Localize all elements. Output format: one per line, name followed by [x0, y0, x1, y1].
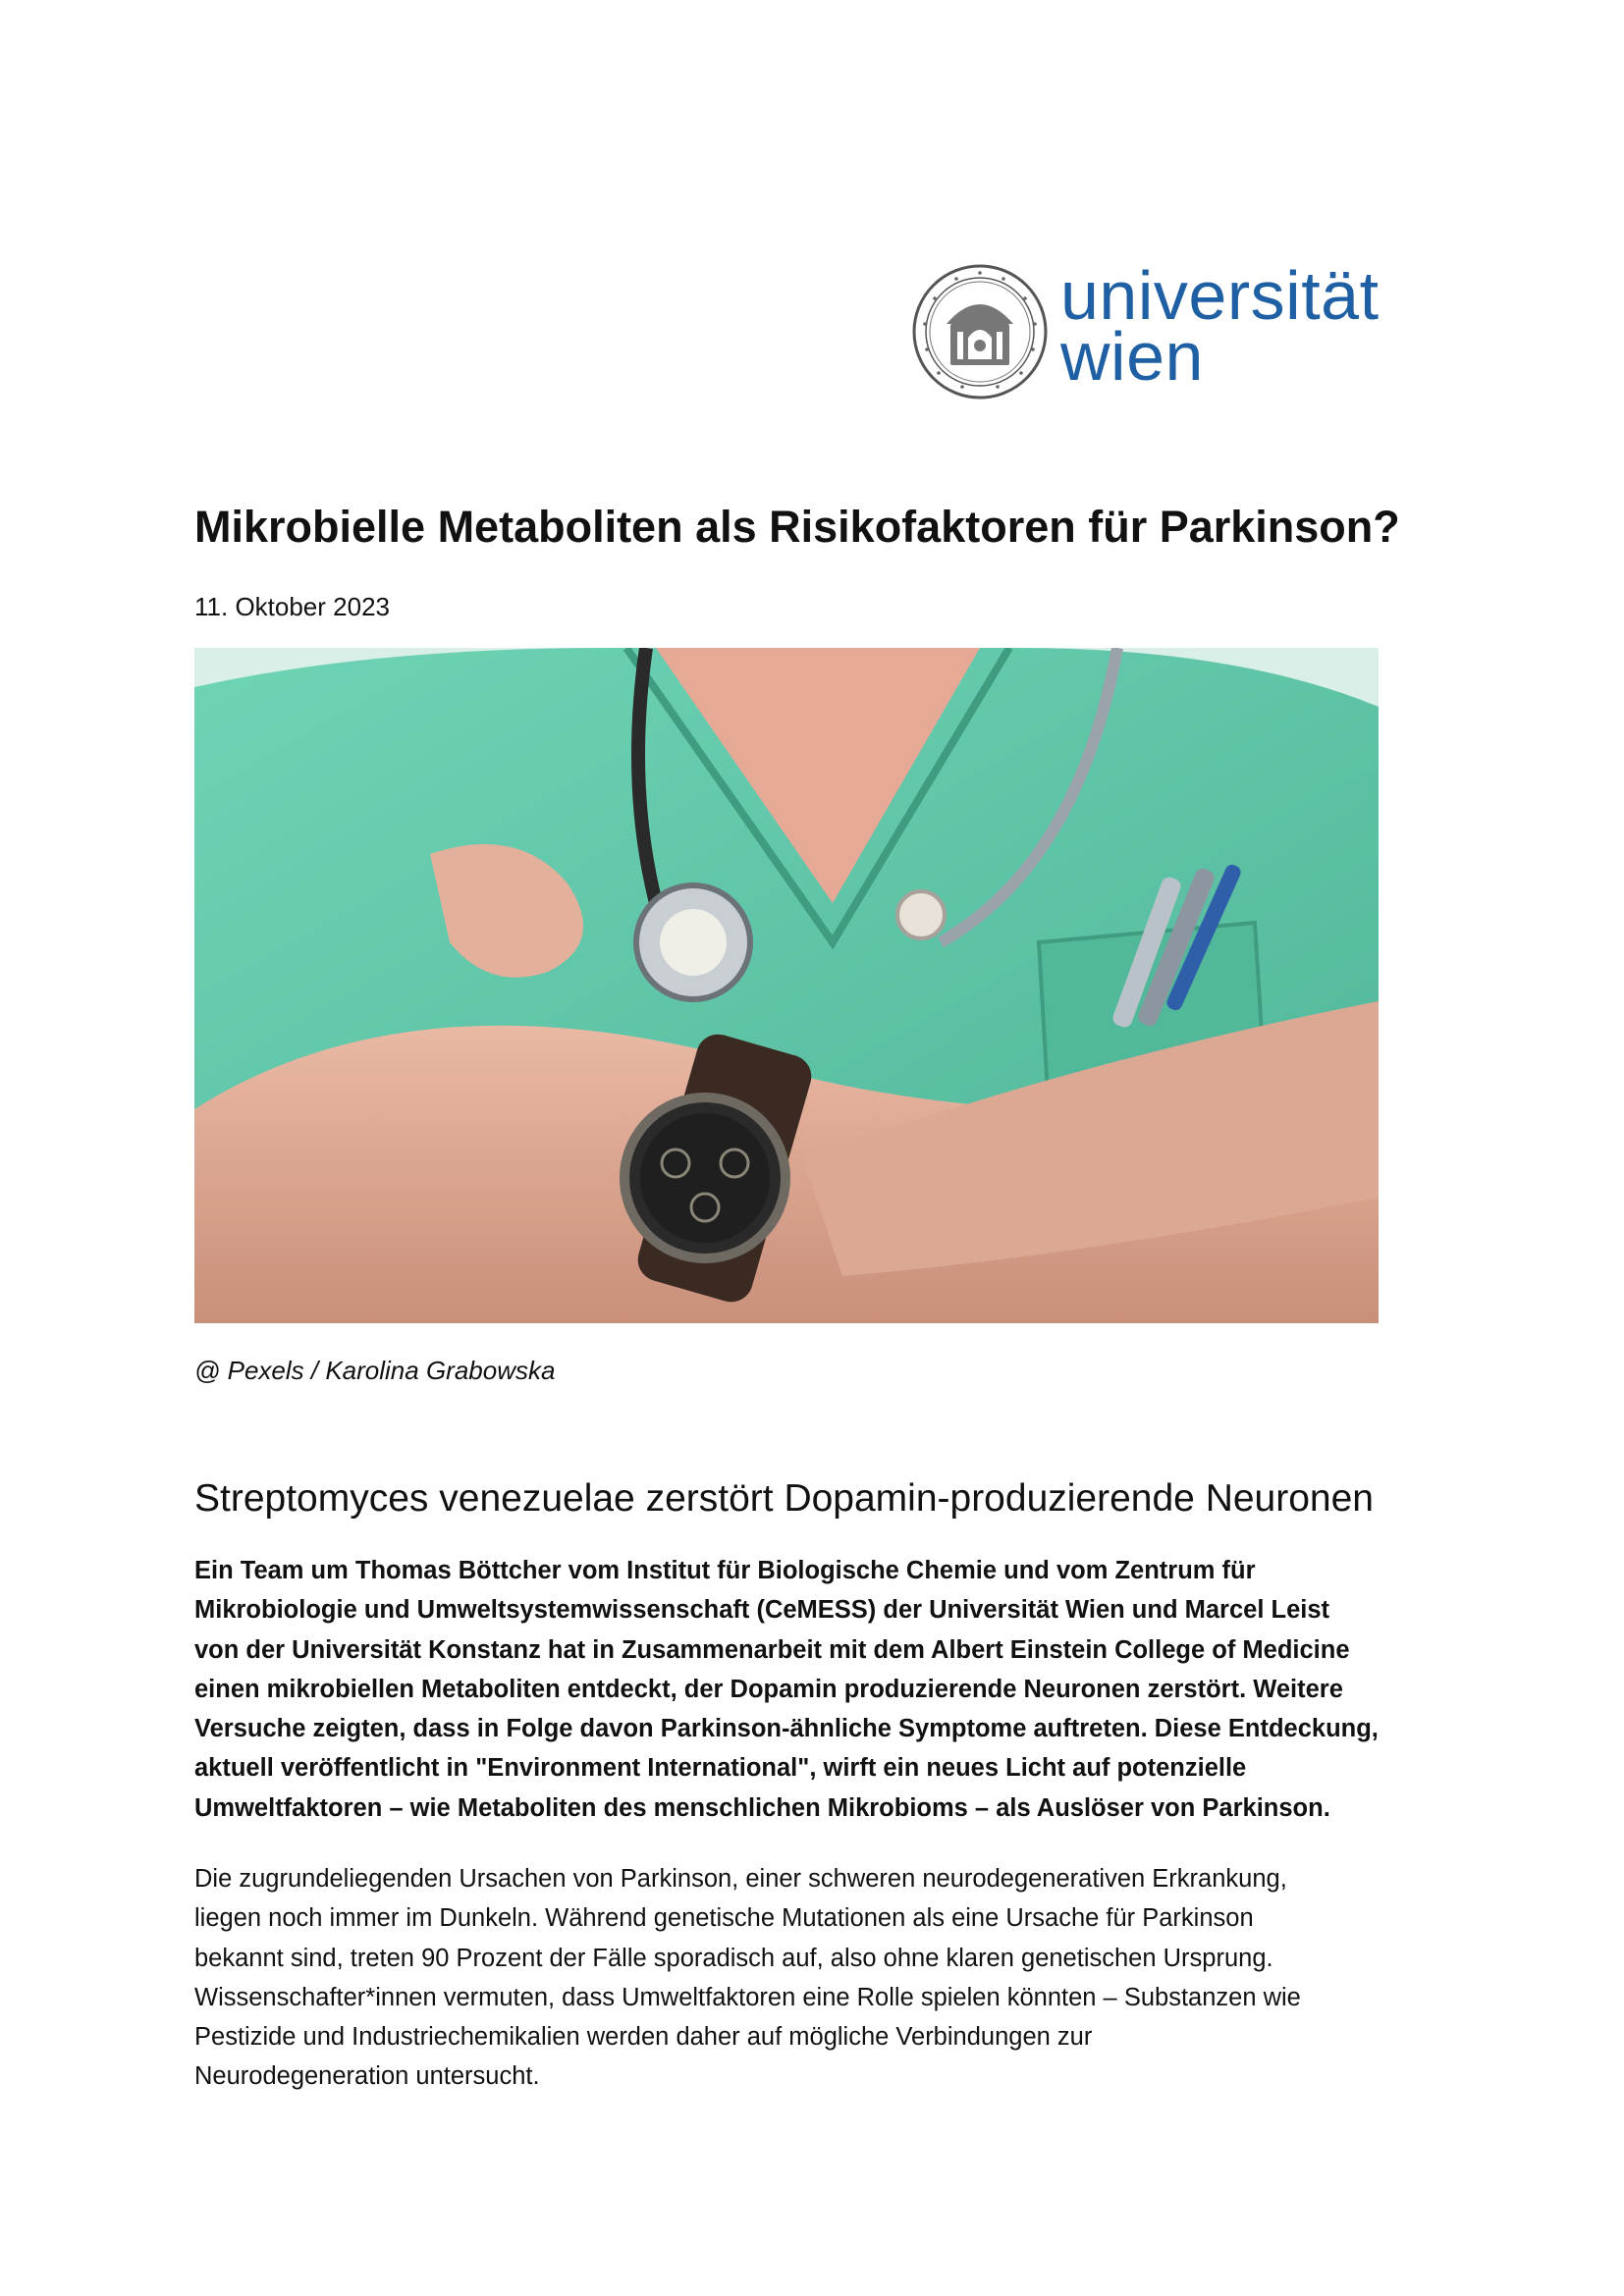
lead-paragraph — [194, 1551, 1461, 1828]
body-line: Neurodegeneration untersucht. — [194, 2062, 540, 2091]
lead-line: aktuell veröffentlicht in "Environment International", wirft ein neues Licht auf potenzielle — [194, 1754, 1247, 1783]
article-photo — [194, 648, 1379, 1323]
university-wordmark — [1060, 257, 1380, 395]
lead-line: von der Universität Konstanz hat in Zusammenarbeit mit dem Albert Einstein College of Medicine — [194, 1635, 1350, 1664]
university-seal-icon — [911, 263, 1049, 400]
article-subheading: Streptomyces venezuelae zerstört Dopamin-produzierende Neuronen — [194, 1477, 1374, 1520]
body-line: Pestizide und Industriechemikalien werden daher auf mögliche Verbindungen zur — [194, 2023, 1093, 2052]
lead-line: Versuche zeigten, dass in Folge davon Parkinson-ähnliche Symptome auftreten. Diese Entdeckung, — [194, 1715, 1379, 1743]
body-line: Wissenschafter*innen vermuten, dass Umweltfaktoren eine Rolle spielen könnten – Substanzen wie — [194, 1983, 1301, 2011]
body-line: Die zugrundeliegenden Ursachen von Parkinson, einer schweren neurodegenerativen Erkrankung, — [194, 1865, 1287, 1893]
article-date: 11. Oktober 2023 — [194, 592, 390, 621]
body-line: liegen noch immer im Dunkeln. Während genetische Mutationen als eine Ursache für Parkinson — [194, 1904, 1254, 1933]
lead-line: Umweltfaktoren – wie Metaboliten des menschlichen Mikrobioms – als Auslöser von Parkinson. — [194, 1793, 1330, 1822]
body-paragraph — [194, 1859, 1461, 2097]
wordmark-line-1: universität — [1060, 257, 1380, 334]
lead-line: Mikrobiologie und Umweltsystemwissenschaft (CeMESS) der Universität Wien und Marcel Leist — [194, 1596, 1330, 1625]
lead-line: einen mikrobiellen Metaboliten entdeckt, der Dopamin produzierende Neuronen zerstört. Weitere — [194, 1675, 1343, 1703]
wordmark-line-2: wien — [1060, 318, 1204, 395]
image-caption: @ Pexels / Karolina Grabowska — [194, 1356, 556, 1385]
body-line: bekannt sind, treten 90 Prozent der Fälle sporadisch auf, also ohne klaren genetischen Ursprung. — [194, 1944, 1273, 1972]
university-logo — [911, 257, 1412, 400]
article-title: Mikrobielle Metaboliten als Risikofaktoren für Parkinson? — [194, 502, 1400, 552]
lead-line: Ein Team um Thomas Böttcher vom Institut für Biologische Chemie und vom Zentrum für — [194, 1557, 1256, 1584]
